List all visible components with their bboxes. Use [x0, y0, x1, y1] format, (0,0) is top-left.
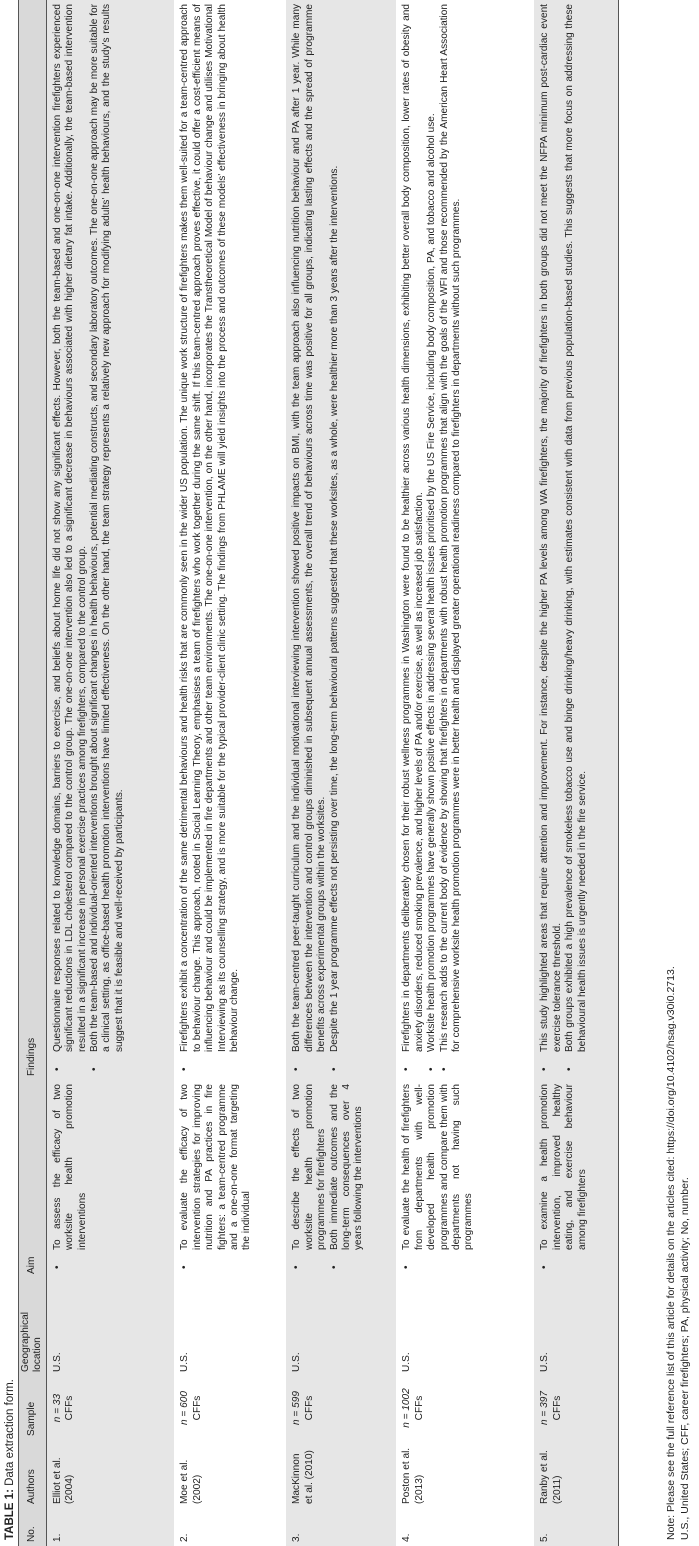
header-findings: Findings: [19, 0, 47, 1080]
table-notes: [664, 966, 692, 1540]
note-abbreviations: U.S., United States; CFF, career firefighters; PA, physical activity; No, number.: [679, 1177, 691, 1540]
sample-size: n = 33: [51, 1393, 63, 1423]
finding-item: • This study highlighted areas that require attention and improvement. For instance, despite the higher PA levels among WA firefighters, the majority of firefighters in both groups did not meet the NFPA minimum post-cardiac event exercise tolerance threshold.: [539, 4, 564, 1076]
row-findings: [174, 0, 286, 1080]
row-sample: [286, 1376, 396, 1440]
row-number: 2.: [179, 1533, 191, 1542]
finding-item: • Worksite health promotion programmes have generally shown positive effects in addressing several health issues prioritised by the US Fire Service, including body composition, PA, and tobacco and alcohol use.: [426, 4, 438, 1076]
row-aim: [534, 1080, 618, 1278]
sample-group: CFFs: [303, 1395, 315, 1421]
row-sample: [46, 1376, 174, 1440]
row-number: 4.: [401, 1533, 413, 1542]
row-location: U.S.: [534, 1278, 618, 1376]
row-number: 1.: [51, 1533, 63, 1542]
aim-item: • To evaluate the efficacy of two intervention strategies for improving nutrition and PA practices in fire fighters: a team-centred programme and a one-on-one format targeting the individual: [179, 1084, 253, 1274]
row-location: U.S.: [51, 1352, 63, 1372]
row-authors: Moe et al. (2002): [179, 1459, 203, 1504]
sample-size: n = 1002: [401, 1388, 413, 1428]
table-row: [286, 0, 396, 1546]
sample-group: CFFs: [191, 1395, 203, 1421]
finding-item: • Both the team-centred peer-taught curriculum and the individual motivational interviewing intervention showed positive impacts on BMI, with the team approach also influencing nutrition behaviour and PA after 1 year. While many differences between the intervention and control groups diminished in subsequent annual assessments, the overall trend of behaviours across time was positive for all groups, indicating lasting effects and the spread of programme benefits across experimental groups within the worksites.: [291, 4, 328, 1076]
table-row: [46, 0, 174, 1546]
sample-group: CFFs: [64, 1395, 76, 1421]
sample-size: n = 599: [291, 1391, 303, 1425]
finding-item: • Both the team-based and individual-oriented interventions brought about significant changes in health behaviours, potential mediating constructs, and secondary laboratory outcomes. The one-on-one approach may be more suitable for a clinical setting, as office-based health promotion interventions have limited effectiveness. On the other hand, the team strategy represents a relatively new approach for modifying adults' health behaviours, and the study's results suggest that it is feasible and well-received by participants.: [89, 4, 126, 1076]
row-findings: [46, 0, 174, 1080]
table-row: [174, 0, 286, 1546]
row-aim: [286, 1080, 396, 1278]
table-row: [396, 0, 534, 1546]
header-sample: Sample: [19, 1376, 47, 1440]
aim-item: • To assess the efficacy of two worksite health promotion interventions: [52, 1084, 89, 1274]
header-aim: Aim: [19, 1080, 47, 1278]
row-authors: Elliot et al. (2004): [51, 1457, 76, 1504]
row-aim: [174, 1080, 286, 1278]
sample-size: n = 397: [539, 1391, 551, 1425]
row-authors: Poston et al. (2013): [401, 1447, 425, 1504]
header-authors: Authors: [19, 1440, 47, 1508]
row-sample: [534, 1376, 618, 1440]
row-location: U.S.: [401, 1352, 413, 1372]
header-location: Geographical location: [19, 1278, 47, 1376]
aim-item: • To examine a health promotion intervention, improved healthy eating, and exercise behaviour among firefighters: [539, 1084, 589, 1274]
table-caption: Data extraction form.: [4, 1379, 16, 1486]
row-sample: [396, 1376, 534, 1440]
row-authors: MacKinnon et al. (2010): [291, 1450, 315, 1504]
aim-item: • Both immediate outcomes and the long-term consequences over 4 years following the interventions: [329, 1084, 366, 1274]
row-aim: [46, 1080, 174, 1278]
sample-group: CFFs: [551, 1395, 563, 1421]
row-findings: [534, 0, 618, 1080]
table-title: [4, 1379, 16, 1540]
row-aim: [396, 1080, 534, 1278]
sample-size: n = 600: [179, 1391, 191, 1425]
row-authors: Ranby et al. (2011): [534, 1440, 618, 1508]
row-findings: [396, 0, 534, 1080]
note-reference: Note: Please see the full reference list of this article for details on the articles cited: https://doi.org/10.4102/hsag.v30i0.2713.: [665, 966, 677, 1540]
sample-group: CFFs: [413, 1395, 425, 1421]
header-no: No.: [19, 1508, 47, 1546]
table-header-row: [19, 0, 47, 1546]
data-extraction-table: [18, 0, 619, 1546]
table-row: [534, 0, 618, 1546]
row-findings: [286, 0, 396, 1080]
table-label: TABLE 1:: [4, 1489, 16, 1540]
aim-item: • To evaluate the health of firefighters from departments with well-developed health promotion programmes and compare them with departments not having such programmes: [401, 1084, 475, 1274]
row-number: 3.: [291, 1533, 303, 1542]
row-location: U.S.: [179, 1352, 191, 1372]
finding-item: • Both groups exhibited a high prevalence of smokeless tobacco use and binge drinking/heavy drinking, with estimates consistent with data from previous population-based studies. This suggests that more focus on addressing these behavioural health issues is urgently needed in the fire service.: [564, 4, 589, 1076]
finding-item: • Firefighters exhibit a concentration of the same detrimental behaviours and health risks that are commonly seen in the wider US population. The unique work structure of firefighters makes them well-suited for a team-centred approach to behaviour change. This approach, rooted in Social Learning Theory, emphasises a team of firefighters who work together during the same shift. If this team-centred approach proves effective, it could offer a cost-efficient means of influencing behaviour and could be implemented in fire departments and other team environments. The one-on-one intervention, on the other hand, incorporates the Transtheoretical Model of behaviour change and utilises Motivational Interviewing as its counselling strategy, and is more suitable for the typical provider-client clinic setting. The findings from PHLAME will yield insights into the process and outcomes of these models' effectiveness in bringing about health behaviour change.: [179, 4, 241, 1076]
aim-item: • To describe the effects of two worksite health promotion programmes for firefighters: [291, 1084, 328, 1274]
finding-item: • Firefighters in departments deliberately chosen for their robust wellness programmes in Washington were found to be healthier across various health dimensions, exhibiting better overall body composition, lower rates of obesity and anxiety disorders, reduced smoking prevalence, and higher levels of PA and/or exercise, as well as increased job satisfaction.: [401, 4, 426, 1076]
finding-item: • Questionnaire responses related to knowledge domains, barriers to exercise, and beliefs about home life did not show any significant effects. However, both the team-based and one-on-one intervention firefighters experienced significant reductions in LDL cholesterol compared to the control group. The one-on-one intervention also led to a significant decrease in behaviours associated with higher dietary fat intake. Additionally, the team-based intervention resulted in a significant increase in personal exercise practices among firefighters, compared to the control group.: [52, 4, 89, 1076]
finding-item: • Despite the 1 year programme effects not persisting over time, the long-term behavioural patterns suggested that these worksites, as a whole, were healthier more than 3 years after the interventions.: [329, 4, 341, 1076]
finding-item: • This research adds to the current body of evidence by showing that firefighters in departments with robust health promotion programmes that align with the goals of the WFI and those recommended by the American Heart Association for comprehensive worksite health promotion programmes were in better health and displayed greater operational readiness compared to firefighters in departments without such programmes.: [439, 4, 464, 1076]
row-number: 5.: [534, 1508, 618, 1546]
row-sample: [174, 1376, 286, 1440]
row-location: U.S.: [291, 1352, 303, 1372]
